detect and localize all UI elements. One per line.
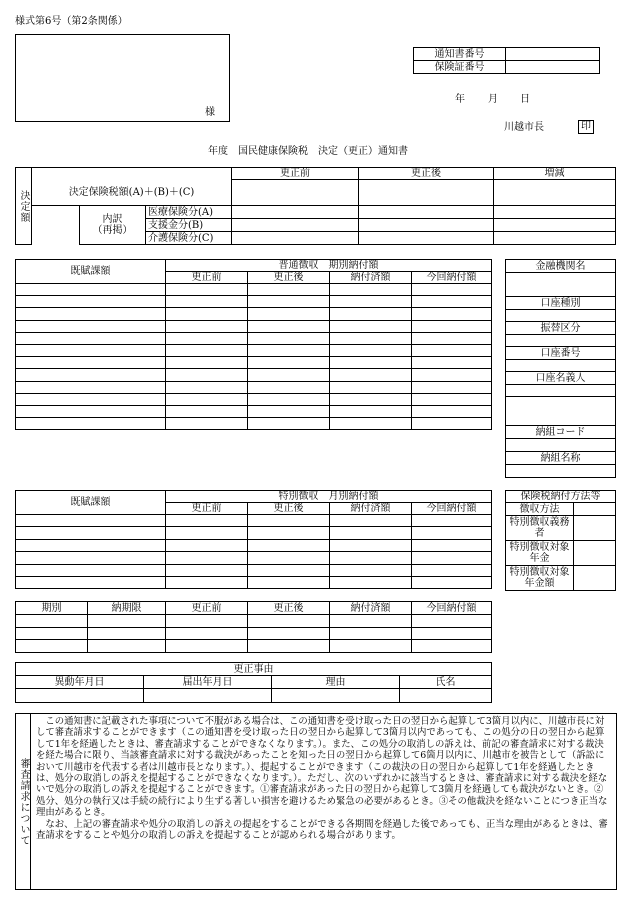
grid-cell[interactable] xyxy=(166,405,248,417)
grid-cell[interactable] xyxy=(330,332,412,344)
period-body xyxy=(16,615,492,653)
issuer: 川越市長 xyxy=(504,122,544,133)
reason-col-name: 氏名 xyxy=(400,676,492,689)
grid-cell[interactable] xyxy=(412,320,492,332)
grid-cell[interactable] xyxy=(248,564,330,576)
breakdown-item-support: 支援金分(B) xyxy=(146,219,232,232)
grid-cell[interactable] xyxy=(16,627,88,640)
regular-col-paid: 納付済額 xyxy=(330,272,412,284)
grid-cell[interactable] xyxy=(248,627,330,640)
regular-col-current: 今回納付額 xyxy=(412,272,492,284)
account-number-label: 口座番号 xyxy=(506,347,616,360)
regular-group-header: 普通徴収 期別納付額 xyxy=(166,260,492,272)
grid-cell[interactable] xyxy=(248,393,330,405)
grid-cell[interactable] xyxy=(166,627,248,640)
period-col-term: 期別 xyxy=(16,602,88,615)
grid-cell[interactable] xyxy=(166,576,248,588)
special-collection-table xyxy=(15,490,492,589)
grid-cell[interactable] xyxy=(166,418,248,430)
breakdown-label xyxy=(80,206,146,245)
date-day: 日 xyxy=(520,94,530,105)
grid-cell[interactable] xyxy=(330,296,412,308)
grid-cell[interactable] xyxy=(412,369,492,381)
insurance-card-number-label: 保険証番号 xyxy=(414,61,506,74)
reason-table xyxy=(15,662,492,703)
special-obligor-value[interactable] xyxy=(574,516,616,541)
grid-cell[interactable] xyxy=(166,308,248,320)
payment-method-table xyxy=(505,490,616,591)
special-col-current: 今回納付額 xyxy=(412,503,492,515)
special-assessed-label: 既賦課額 xyxy=(16,491,166,515)
decision-cell[interactable] xyxy=(494,232,616,245)
account-holder-value[interactable] xyxy=(506,385,616,397)
special-pension-label: 特別徴収対象年金 xyxy=(506,541,574,566)
grid-cell[interactable] xyxy=(16,564,166,576)
grid-cell[interactable] xyxy=(16,640,88,653)
decision-cell[interactable] xyxy=(232,232,359,245)
grid-cell[interactable] xyxy=(16,284,166,296)
decision-side-label: 決定額 xyxy=(16,168,32,245)
collection-method-value[interactable] xyxy=(574,503,616,516)
grid-cell[interactable] xyxy=(248,552,330,564)
grid-cell[interactable] xyxy=(330,564,412,576)
grid-cell[interactable] xyxy=(330,527,412,539)
decision-cell[interactable] xyxy=(232,219,359,232)
grid-cell[interactable] xyxy=(248,527,330,539)
grid-cell[interactable] xyxy=(166,357,248,369)
grid-cell[interactable] xyxy=(248,418,330,430)
document-title: 年度 国民健康保険税 決定（更正）通知書 xyxy=(208,146,408,157)
reason-cell[interactable] xyxy=(16,689,144,703)
grid-cell[interactable] xyxy=(248,615,330,628)
grid-cell[interactable] xyxy=(330,539,412,551)
grid-cell[interactable] xyxy=(412,564,492,576)
grid-cell[interactable] xyxy=(166,393,248,405)
group-code-label: 納組コード xyxy=(506,426,616,439)
date-month: 月 xyxy=(488,94,498,105)
grid-cell[interactable] xyxy=(88,640,166,653)
grid-cell[interactable] xyxy=(330,627,412,640)
decision-cell[interactable] xyxy=(359,206,494,219)
decision-cell[interactable] xyxy=(359,219,494,232)
bank-table xyxy=(505,259,616,478)
grid-cell[interactable] xyxy=(330,369,412,381)
regular-col-after: 更正後 xyxy=(248,272,330,284)
grid-cell[interactable] xyxy=(248,344,330,356)
grid-cell[interactable] xyxy=(16,405,166,417)
grid-cell[interactable] xyxy=(16,539,166,551)
special-pension-value[interactable] xyxy=(574,541,616,566)
grid-cell[interactable] xyxy=(412,527,492,539)
regular-collection-table xyxy=(15,259,492,430)
grid-cell[interactable] xyxy=(412,615,492,628)
period-col-after: 更正後 xyxy=(248,602,330,615)
grid-cell[interactable] xyxy=(166,284,248,296)
decision-cell[interactable] xyxy=(494,180,616,206)
grid-cell[interactable] xyxy=(16,418,166,430)
decision-header-change: 増減 xyxy=(494,168,616,180)
decision-blank xyxy=(32,206,80,245)
grid-cell[interactable] xyxy=(248,357,330,369)
grid-cell[interactable] xyxy=(248,539,330,551)
grid-cell[interactable] xyxy=(330,284,412,296)
grid-cell[interactable] xyxy=(412,418,492,430)
grid-cell[interactable] xyxy=(412,296,492,308)
collection-method-label: 徴収方法 xyxy=(506,503,574,516)
grid-cell[interactable] xyxy=(16,552,166,564)
special-pension-amount-value[interactable] xyxy=(574,566,616,591)
account-holder-label: 口座名義人 xyxy=(506,372,616,385)
review-notice-side-label: 審査請求について xyxy=(16,714,31,889)
decision-cell[interactable] xyxy=(359,180,494,206)
period-col-current: 今回納付額 xyxy=(412,602,492,615)
special-col-paid: 納付済額 xyxy=(330,503,412,515)
grid-cell[interactable] xyxy=(16,296,166,308)
grid-cell[interactable] xyxy=(248,308,330,320)
grid-cell[interactable] xyxy=(166,527,248,539)
bank-spacer xyxy=(506,397,616,426)
grid-cell[interactable] xyxy=(330,393,412,405)
official-seal: 印 xyxy=(578,120,594,134)
period-table xyxy=(15,601,492,653)
grid-cell[interactable] xyxy=(248,640,330,653)
notice-number-table xyxy=(413,47,600,74)
grid-cell[interactable] xyxy=(88,615,166,628)
account-number-value[interactable] xyxy=(506,360,616,372)
grid-cell[interactable] xyxy=(166,640,248,653)
insurance-card-number-value[interactable] xyxy=(506,61,600,74)
period-col-before: 更正前 xyxy=(166,602,248,615)
grid-cell[interactable] xyxy=(166,344,248,356)
grid-cell[interactable] xyxy=(88,627,166,640)
grid-cell[interactable] xyxy=(412,552,492,564)
grid-cell[interactable] xyxy=(16,320,166,332)
breakdown-item-care: 介護保険分(C) xyxy=(146,232,232,245)
regular-body xyxy=(16,284,492,430)
grid-cell[interactable] xyxy=(16,357,166,369)
grid-cell[interactable] xyxy=(248,515,330,527)
bank-value[interactable] xyxy=(506,273,616,297)
grid-cell[interactable] xyxy=(412,405,492,417)
bank-header: 金融機関名 xyxy=(506,260,616,273)
decision-header-after: 更正後 xyxy=(359,168,494,180)
grid-cell[interactable] xyxy=(412,357,492,369)
reason-col-change-date: 異動年月日 xyxy=(16,676,144,689)
grid-cell[interactable] xyxy=(330,552,412,564)
decision-header-before: 更正前 xyxy=(232,168,359,180)
breakdown-item-medical: 医療保険分(A) xyxy=(146,206,232,219)
grid-cell[interactable] xyxy=(16,308,166,320)
reason-col-reason: 理由 xyxy=(272,676,400,689)
decision-cell[interactable] xyxy=(232,180,359,206)
addressee-box xyxy=(15,34,230,122)
grid-cell[interactable] xyxy=(16,515,166,527)
review-notice-paragraph-1: この通知書に記載された事項について不服がある場合は、この通知書を受け取った日の翌日から起算して3箇月以内に、川越市長に対して審査請求することができます（この通知書を受け取った日の翌日から起算して3箇月以内であっても、この処分の日の翌日から起算して1年を経過したときは、審査請求することができなくなります。）。また、この処分の取消しの訴えは、前記の審査請求に対する裁決を経た場合に限り、当該審査請求に対する裁決があったことを知った日の翌日から起算して6箇月以内に、川越市を被告として（訴訟において川越市を代表する者は川越市長となります。）、提起することができます（この裁決の日の翌日から起算して1年を経過したときは、処分の取消しの訴えを提起することができなくなります。）。ただし、次のいずれかに該当するときは、審査請求に対する裁決を経ないで処分の取消しの訴えを提起することができます。①審査請求があった日の翌日から起算して3箇月を経過しても裁決がないとき。②処分、処分の執行又は手続の続行により生ずる著しい損害を避けるため緊急の必要があるとき。③その他裁決を経ないことにつき正当な理由があるとき。 xyxy=(36,716,608,819)
group-code-value[interactable] xyxy=(506,439,616,452)
special-col-before: 更正前 xyxy=(166,503,248,515)
grid-cell[interactable] xyxy=(330,308,412,320)
grid-cell[interactable] xyxy=(248,369,330,381)
grid-cell[interactable] xyxy=(16,576,166,588)
grid-cell[interactable] xyxy=(330,515,412,527)
grid-cell[interactable] xyxy=(166,320,248,332)
decision-cell[interactable] xyxy=(494,206,616,219)
grid-cell[interactable] xyxy=(330,357,412,369)
regular-assessed-label: 既賦課額 xyxy=(16,260,166,284)
grid-cell[interactable] xyxy=(412,576,492,588)
reason-cell[interactable] xyxy=(144,689,272,703)
breakdown-label-2: （再掲） xyxy=(92,225,133,236)
grid-cell[interactable] xyxy=(330,381,412,393)
decision-total-label: 決定保険税額(A)＋(B)＋(C) xyxy=(32,180,232,206)
grid-cell[interactable] xyxy=(330,576,412,588)
period-col-due: 納期限 xyxy=(88,602,166,615)
grid-cell[interactable] xyxy=(248,576,330,588)
notice-number-value[interactable] xyxy=(506,48,600,61)
account-type-label: 口座種別 xyxy=(506,297,616,310)
account-type-value[interactable] xyxy=(506,310,616,322)
grid-cell[interactable] xyxy=(412,539,492,551)
grid-cell[interactable] xyxy=(412,393,492,405)
grid-cell[interactable] xyxy=(330,344,412,356)
transfer-type-value[interactable] xyxy=(506,335,616,347)
grid-cell[interactable] xyxy=(330,405,412,417)
review-notice-box xyxy=(15,713,617,890)
grid-cell[interactable] xyxy=(330,320,412,332)
payment-method-header: 保険税納付方法等 xyxy=(506,491,616,503)
period-col-paid: 納付済額 xyxy=(330,602,412,615)
reason-cell[interactable] xyxy=(272,689,400,703)
grid-cell[interactable] xyxy=(412,344,492,356)
group-name-value[interactable] xyxy=(506,465,616,478)
special-obligor-label: 特別徴収義務者 xyxy=(506,516,574,541)
grid-cell[interactable] xyxy=(16,369,166,381)
special-pension-amount-label: 特別徴収対象年金額 xyxy=(506,566,574,591)
grid-cell[interactable] xyxy=(166,515,248,527)
grid-cell[interactable] xyxy=(248,405,330,417)
grid-cell[interactable] xyxy=(330,615,412,628)
decision-cell[interactable] xyxy=(494,219,616,232)
group-name-label: 納組名称 xyxy=(506,452,616,465)
reason-cell[interactable] xyxy=(400,689,492,703)
grid-cell[interactable] xyxy=(248,284,330,296)
grid-cell[interactable] xyxy=(248,320,330,332)
grid-cell[interactable] xyxy=(330,418,412,430)
form-label: 様式第6号（第2条関係） xyxy=(15,16,128,27)
grid-cell[interactable] xyxy=(16,393,166,405)
date-year: 年 xyxy=(455,94,465,105)
grid-cell[interactable] xyxy=(412,332,492,344)
special-body xyxy=(16,515,492,589)
grid-cell[interactable] xyxy=(248,381,330,393)
breakdown-label-1: 内訳 xyxy=(102,214,123,225)
grid-cell[interactable] xyxy=(166,564,248,576)
reason-col-report-date: 届出年月日 xyxy=(144,676,272,689)
addressee-suffix: 様 xyxy=(205,107,215,118)
grid-cell[interactable] xyxy=(412,627,492,640)
grid-cell[interactable] xyxy=(16,615,88,628)
transfer-type-label: 振替区分 xyxy=(506,322,616,335)
grid-cell[interactable] xyxy=(16,332,166,344)
decision-cell[interactable] xyxy=(232,206,359,219)
special-col-after: 更正後 xyxy=(248,503,330,515)
review-notice-paragraph-2: なお、上記の審査請求や処分の取消しの訴えの提起をすることができる各期間を経過した後であっても、正当な理由があるときは、審査請求をすることや処分の取消しの訴えを提起することが認められる場合があります。 xyxy=(36,818,608,842)
grid-cell[interactable] xyxy=(166,552,248,564)
review-notice-body xyxy=(36,716,610,841)
grid-cell[interactable] xyxy=(166,381,248,393)
grid-cell[interactable] xyxy=(166,615,248,628)
grid-cell[interactable] xyxy=(248,296,330,308)
grid-cell[interactable] xyxy=(166,332,248,344)
grid-cell[interactable] xyxy=(16,527,166,539)
decision-cell[interactable] xyxy=(359,232,494,245)
notice-number-label: 通知書番号 xyxy=(414,48,506,61)
reason-header: 更正事由 xyxy=(16,663,492,676)
grid-cell[interactable] xyxy=(330,640,412,653)
grid-cell[interactable] xyxy=(16,381,166,393)
grid-cell[interactable] xyxy=(412,640,492,653)
grid-cell[interactable] xyxy=(412,284,492,296)
decision-header-blank xyxy=(32,168,232,180)
special-group-header: 特別徴収 月別納付額 xyxy=(166,491,492,503)
regular-col-before: 更正前 xyxy=(166,272,248,284)
grid-cell[interactable] xyxy=(16,344,166,356)
grid-cell[interactable] xyxy=(248,332,330,344)
grid-cell[interactable] xyxy=(412,381,492,393)
grid-cell[interactable] xyxy=(166,369,248,381)
grid-cell[interactable] xyxy=(412,515,492,527)
grid-cell[interactable] xyxy=(412,308,492,320)
grid-cell[interactable] xyxy=(166,539,248,551)
grid-cell[interactable] xyxy=(166,296,248,308)
decision-table xyxy=(15,167,616,245)
